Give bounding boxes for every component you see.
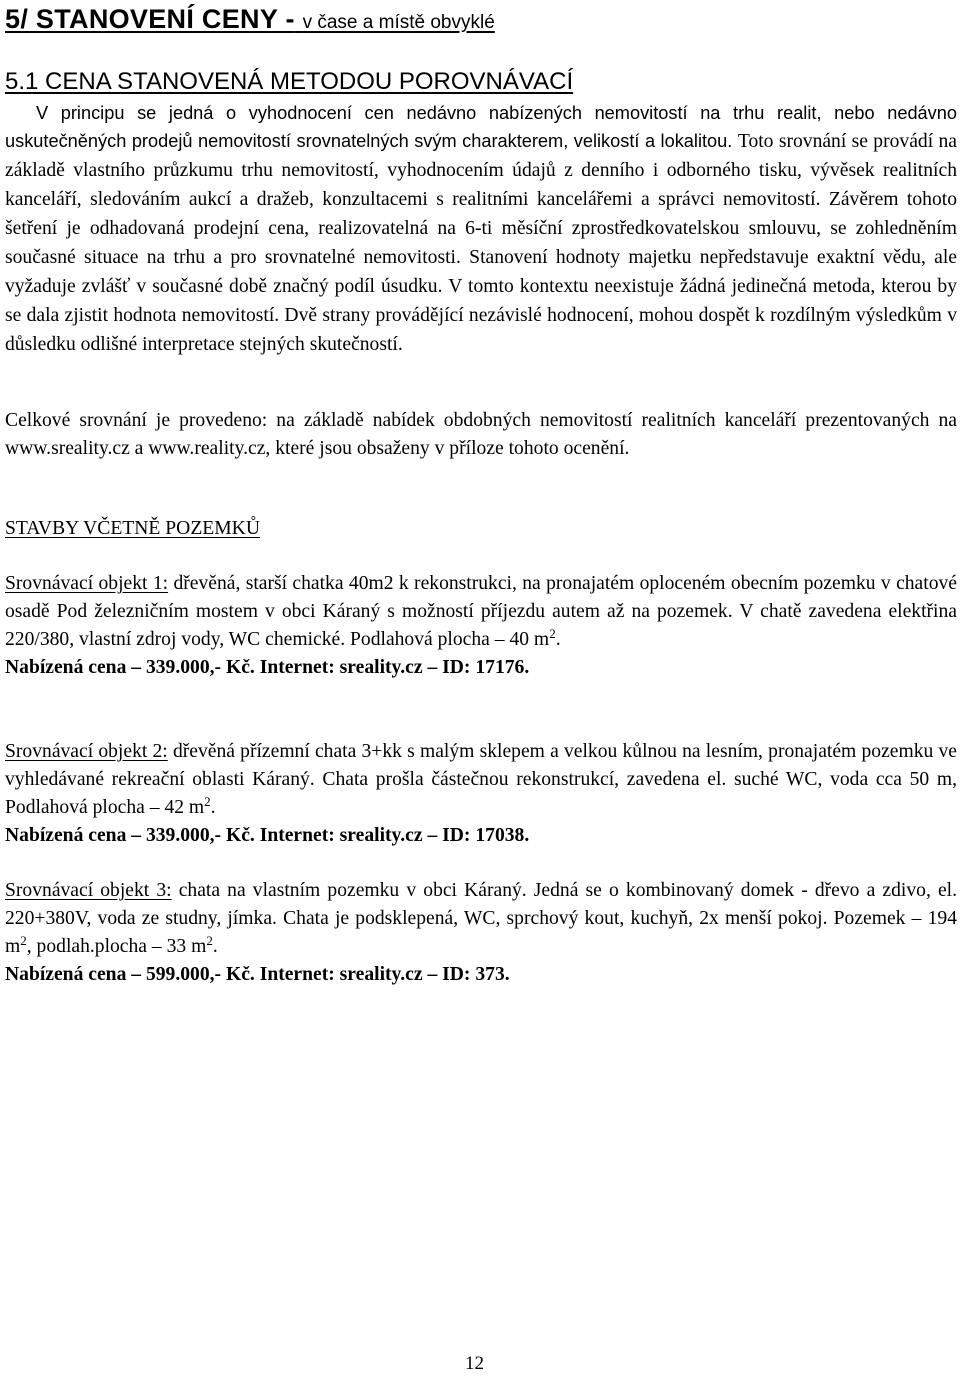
section-title: STAVBY VČETNĚ POZEMKŮ [5,518,260,539]
comparison-object-3 [5,877,957,989]
intro-serif-text: Toto srovnání se provádí na základě vlastního průzkumu trhu nemovitostí, vyhodnocením údajů z denního i odborného tisku, vývěsek realitních kanceláří, sledováním aukcí a dražeb, konzultacemi s realitními kancelářemi a správci nemovitostí. Závěrem tohoto šetření je odhadovaná prodejní cena, realizovatelná na 6-ti měsíční zprostředkovatelskou smlouvu, se zohledněním současné situace na trhu a pro srovnatelné nemovitosti. Stanovení hodnoty majetku nepředstavuje exaktní vědu, ale vyžaduje zvlášť v současné době značný podíl úsudku. V tomto kontextu neexistuje žádná jedinečná metoda, kterou by se dala zjistit hodnota nemovitostí. Dvě strany provádějící nezávislé hodnocení, mohou dospět k rozdílným výsledkům v důsledku odlišné interpretace stejných skutečností. [5,131,957,355]
object-2-price: Nabízená cena – 339.000,- Kč. Internet: sreality.cz – ID: 17038. [5,825,530,846]
object-3-label: Srovnávací objekt 3: [5,880,172,901]
object-1-text-end: . [555,629,561,650]
object-1-sup: 2 [549,626,556,641]
section-heading [5,4,495,35]
object-3-sup: 2 [20,933,27,948]
intro-sans-text: V principu se jedná o vyhodnocení cen nedávno nabízených nemovitostí na trhu realit, nebo nedávno uskutečněných prodejů nemovitostí srovnatelných svým charakterem, velikostí a lokalitou. [5,103,957,151]
object-3-sup-2: 2 [206,933,213,948]
comparison-object-1 [5,570,957,682]
object-2-text-end: . [210,797,216,818]
page-number: 12 [465,1353,484,1374]
object-3-text-mid: , podlah.plocha – 33 m [26,936,207,957]
object-1-label: Srovnávací objekt 1: [5,573,169,594]
comparison-note: Celkové srovnání je provedeno: na základě nabídek obdobných nemovitostí realitních kanceláří prezentovaných na www.sreality.cz a www.reality.cz, které jsou obsaženy v příloze tohoto ocenění. [5,410,957,459]
object-2-text: dřevěná přízemní chata 3+kk s malým sklepem a velkou kůlnou na lesním, pronajatém pozemku ve vyhledávané rekreační oblasti Káraný. Chata prošla částečnou rekonstrukcí, zavedena el. suché WC, voda cca 50 m, Podlahová plocha – 42 m [5,741,957,818]
intro-paragraph [5,99,957,359]
object-1-price: Nabízená cena – 339.000,- Kč. Internet: sreality.cz – ID: 17176. [5,657,530,678]
comparison-object-2 [5,738,957,850]
object-2-sup: 2 [204,794,211,809]
object-1-text: dřevěná, starší chatka 40m2 k rekonstrukci, na pronajatém oploceném obecním pozemku v chatové osadě Pod železničním mostem v obci Káraný s možností příjezdu autem až na pozemek. V chatě zavedena elektřina 220/380, vlastní zdroj vody, WC chemické. Podlahová plocha – 40 m [5,573,957,650]
object-3-text-end: . [212,936,218,957]
subsection-heading: 5.1 CENA STANOVENÁ METODOU POROVNÁVACÍ [5,68,574,95]
object-3-price: Nabízená cena – 599.000,- Kč. Internet: sreality.cz – ID: 373. [5,964,510,985]
object-3-text: chata na vlastním pozemku v obci Káraný. Jedná se o kombinovaný domek - dřevo a zdivo, el. 220+380V, voda ze studny, jímka. Chata je podsklepená, WC, sprchový kout, kuchyň, 2x menší pokoj. Pozemek – 194 m [5,880,958,957]
object-2-label: Srovnávací objekt 2: [5,741,168,762]
section-heading-sub: v čase a místě obvyklé [302,12,495,33]
section-heading-main: 5/ STANOVENÍ CENY - [5,4,295,34]
